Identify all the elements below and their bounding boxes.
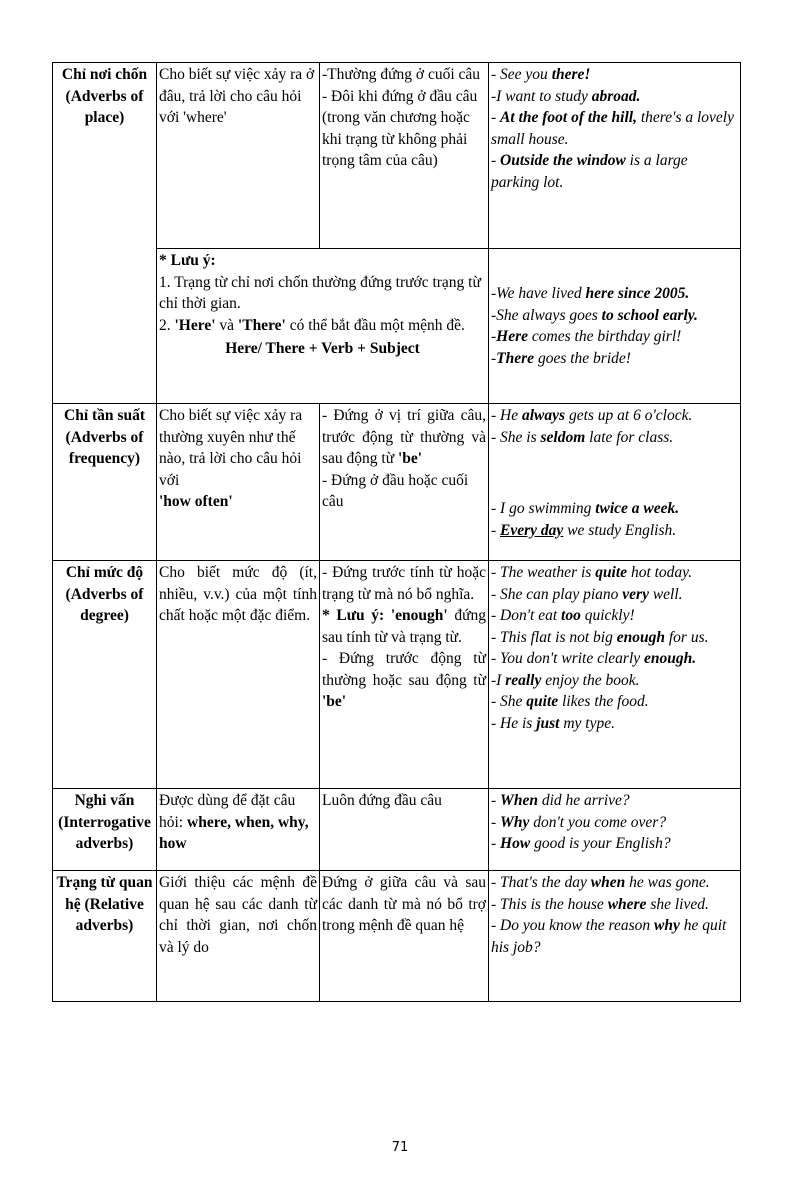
note-place: * Lưu ý: 1. Trạng từ chỉ nơi chốn thường đứng trước trạng từ chỉ thời gian. 2. 'Here' và 'There' có thể bắt đầu một mệnh đề. Here/ There + Verb + Subject bbox=[157, 249, 489, 404]
example-line: -There goes the bride! bbox=[491, 349, 631, 367]
position-place: -Thường đứng ở cuối câu - Đôi khi đứng ở đầu câu (trong văn chương hoặc khi trạng từ không phải trọng tâm của câu) bbox=[320, 63, 489, 249]
example-line: -I really enjoy the book. bbox=[491, 671, 640, 689]
example-line: - She is seldom late for class. bbox=[491, 428, 674, 446]
example-line: -I want to study abroad. bbox=[491, 87, 641, 105]
table-row bbox=[53, 249, 741, 404]
example-line: - That's the day when he was gone. bbox=[491, 874, 710, 891]
example-line: -Here comes the birthday girl! bbox=[491, 328, 682, 345]
table-row bbox=[53, 561, 741, 789]
adverbs-table bbox=[52, 62, 741, 1002]
position-interrogative: Luôn đứng đầu câu bbox=[320, 789, 489, 871]
example-line: - How good is your English? bbox=[491, 835, 671, 852]
usage-interrogative: Được dùng để đặt câu hỏi: where, when, why, how bbox=[157, 789, 320, 871]
example-line: - She quite likes the food. bbox=[491, 693, 649, 710]
page-number: 71 bbox=[391, 1140, 409, 1155]
example-line: - At the foot of the hill, there's a lovely small house. bbox=[491, 109, 734, 148]
table-row bbox=[53, 63, 741, 249]
category-place: Chỉ nơi chốn (Adverbs of place) bbox=[53, 63, 157, 404]
example-line: - She can play piano very well. bbox=[491, 585, 683, 603]
category-degree: Chỉ mức độ (Adverbs of degree) bbox=[53, 561, 157, 789]
example-line: - Don't eat too quickly! bbox=[491, 607, 635, 624]
usage-frequency: Cho biết sự việc xảy ra thường xuyên như thế nào, trả lời cho câu hỏi với 'how often' bbox=[157, 404, 320, 561]
example-line: - He always gets up at 6 o'clock. bbox=[491, 407, 693, 424]
example-line: - This is the house where she lived. bbox=[491, 895, 709, 913]
example-line: - Outside the window is a large parking lot. bbox=[491, 152, 688, 191]
example-line: - You don't write clearly enough. bbox=[491, 650, 697, 667]
examples-place bbox=[489, 63, 741, 249]
table-row bbox=[53, 404, 741, 561]
usage-relative: Giới thiệu các mệnh đề quan hệ sau các danh từ chỉ thời gian, nơi chốn và lý do bbox=[157, 871, 320, 1002]
examples-place-note bbox=[489, 249, 741, 404]
position-frequency: - Đứng ở vị trí giữa câu, trước động từ thường và sau động từ 'be' - Đứng ở đầu hoặc cuối câu bbox=[320, 404, 489, 561]
example-line: - The weather is quite hot today. bbox=[491, 564, 693, 581]
formula: Here/ There + Verb + Subject bbox=[225, 340, 420, 357]
examples-frequency bbox=[489, 404, 741, 561]
example-line: - I go swimming twice a week. bbox=[491, 500, 680, 517]
example-line: -She always goes to school early. bbox=[491, 306, 698, 324]
example-line: - Why don't you come over? bbox=[491, 813, 667, 831]
example-line: -We have lived here since 2005. bbox=[491, 285, 690, 302]
category-frequency: Chỉ tần suất (Adverbs of frequency) bbox=[53, 404, 157, 561]
usage-place: Cho biết sự việc xảy ra ở đâu, trả lời cho câu hỏi với 'where' bbox=[157, 63, 320, 249]
example-line: - This flat is not big enough for us. bbox=[491, 628, 709, 646]
position-relative: Đứng ở giữa câu và sau các danh từ mà nó bổ trợ trong mệnh đề quan hệ bbox=[320, 871, 489, 1002]
example-line: - When did he arrive? bbox=[491, 792, 630, 809]
category-interrogative: Nghi vấn (Interrogative adverbs) bbox=[53, 789, 157, 871]
example-line: - He is just my type. bbox=[491, 714, 615, 732]
position-degree: - Đứng trước tính từ hoặc trạng từ mà nó bổ nghĩa. * Lưu ý: 'enough' đứng sau tính từ và trạng từ. - Đứng trước động từ thường hoặc sau động từ 'be' bbox=[320, 561, 489, 789]
usage-degree: Cho biết mức độ (ít, nhiều, v.v.) của một tính chất hoặc một đặc điểm. bbox=[157, 561, 320, 789]
table-row bbox=[53, 871, 741, 1002]
examples-relative bbox=[489, 871, 741, 1002]
example-line: - Do you know the reason why he quit his job? bbox=[491, 917, 727, 956]
example-line: - See you there! bbox=[491, 66, 591, 83]
example-line: - Every day we study English. bbox=[491, 521, 677, 539]
category-relative: Trạng từ quan hệ (Relative adverbs) bbox=[53, 871, 157, 1002]
examples-degree bbox=[489, 561, 741, 789]
examples-interrogative bbox=[489, 789, 741, 871]
table-row bbox=[53, 789, 741, 871]
